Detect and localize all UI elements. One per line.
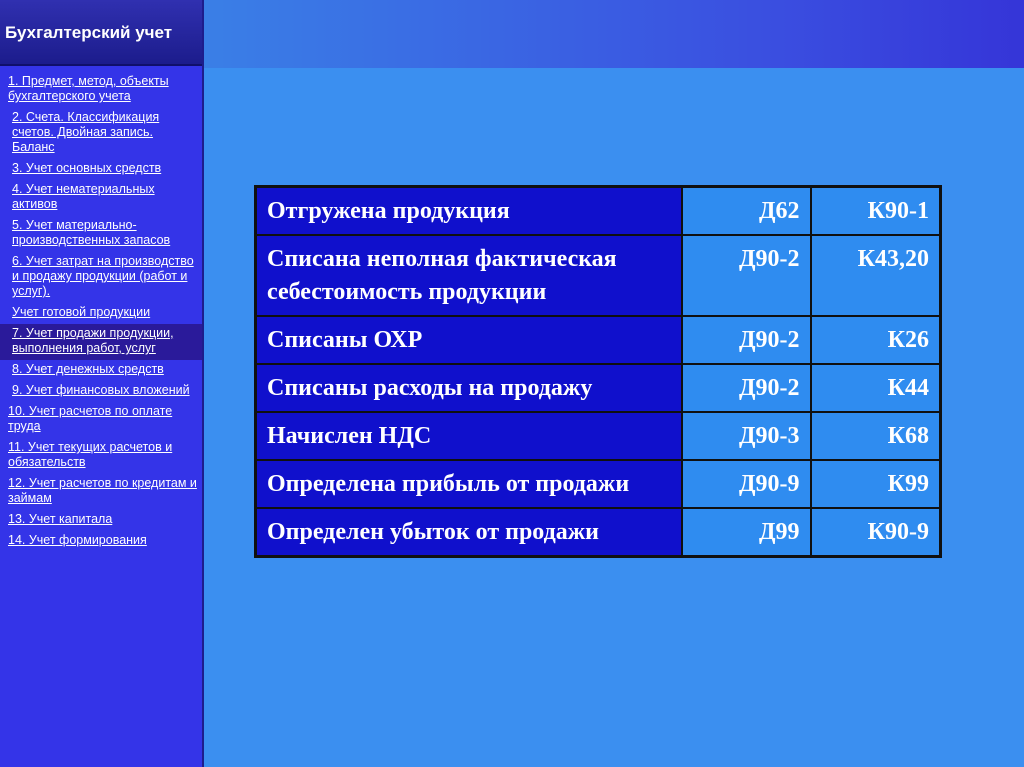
debit-account-cell: Д99 (682, 508, 810, 557)
table-row (256, 508, 941, 557)
credit-account-cell: К90-1 (811, 187, 941, 236)
credit-account-cell: К43,20 (811, 235, 941, 316)
sidebar-item-15[interactable]: 14. Учет формирования (8, 533, 147, 547)
sidebar (0, 0, 204, 767)
sidebar-item-8[interactable]: 7. Учет продажи продукции, выполнения работ, услуг (0, 324, 202, 360)
sidebar-item-10[interactable]: 9. Учет финансовых вложений (12, 383, 190, 397)
table-row (256, 235, 941, 316)
operation-cell: Определен убыток от продажи (256, 508, 683, 557)
sidebar-item-6[interactable]: 6. Учет затрат на производство и продажу продукции (работ и услуг). (12, 254, 194, 298)
table-row (256, 364, 941, 412)
table-row (256, 316, 941, 364)
entries-table-body (256, 187, 941, 557)
operation-cell: Отгружена продукция (256, 187, 683, 236)
sidebar-item-12[interactable]: 11. Учет текущих расчетов и обязательств (8, 440, 173, 469)
sidebar-item-3[interactable]: 3. Учет основных средств (12, 161, 162, 175)
sidebar-item-2[interactable]: 2. Счета. Классификация счетов. Двойная запись. Баланс (12, 110, 160, 154)
credit-account-cell: К68 (811, 412, 941, 460)
sidebar-item-11[interactable]: 10. Учет расчетов по оплате труда (8, 404, 173, 433)
table-row (256, 460, 941, 508)
operation-cell: Списаны расходы на продажу (256, 364, 683, 412)
debit-account-cell: Д62 (682, 187, 810, 236)
sidebar-item-14[interactable]: 13. Учет капитала (8, 512, 113, 526)
credit-account-cell: К99 (811, 460, 941, 508)
sidebar-title: Бухгалтерский учет (0, 0, 202, 66)
header-band (204, 0, 1024, 68)
operation-cell: Начислен НДС (256, 412, 683, 460)
sidebar-item-5[interactable]: 5. Учет материально-производственных запасов (12, 218, 171, 247)
credit-account-cell: К26 (811, 316, 941, 364)
credit-account-cell: К90-9 (811, 508, 941, 557)
debit-account-cell: Д90-2 (682, 235, 810, 316)
debit-account-cell: Д90-2 (682, 364, 810, 412)
debit-account-cell: Д90-3 (682, 412, 810, 460)
slide-content (204, 68, 1024, 767)
table-row (256, 412, 941, 460)
debit-account-cell: Д90-2 (682, 316, 810, 364)
sidebar-item-7[interactable]: Учет готовой продукции (12, 305, 151, 319)
operation-cell: Списана неполная фактическая себестоимость продукции (256, 235, 683, 316)
accounting-entries-table (254, 185, 942, 558)
sidebar-nav (0, 66, 202, 552)
credit-account-cell: К44 (811, 364, 941, 412)
operation-cell: Списаны ОХР (256, 316, 683, 364)
sidebar-item-1[interactable]: 1. Предмет, метод, объекты бухгалтерского учета (8, 74, 169, 103)
sidebar-item-9[interactable]: 8. Учет денежных средств (12, 362, 164, 376)
sidebar-item-4[interactable]: 4. Учет нематериальных активов (12, 182, 155, 211)
sidebar-item-13[interactable]: 12. Учет расчетов по кредитам и займам (8, 476, 197, 505)
table-row (256, 187, 941, 236)
operation-cell: Определена прибыль от продажи (256, 460, 683, 508)
debit-account-cell: Д90-9 (682, 460, 810, 508)
